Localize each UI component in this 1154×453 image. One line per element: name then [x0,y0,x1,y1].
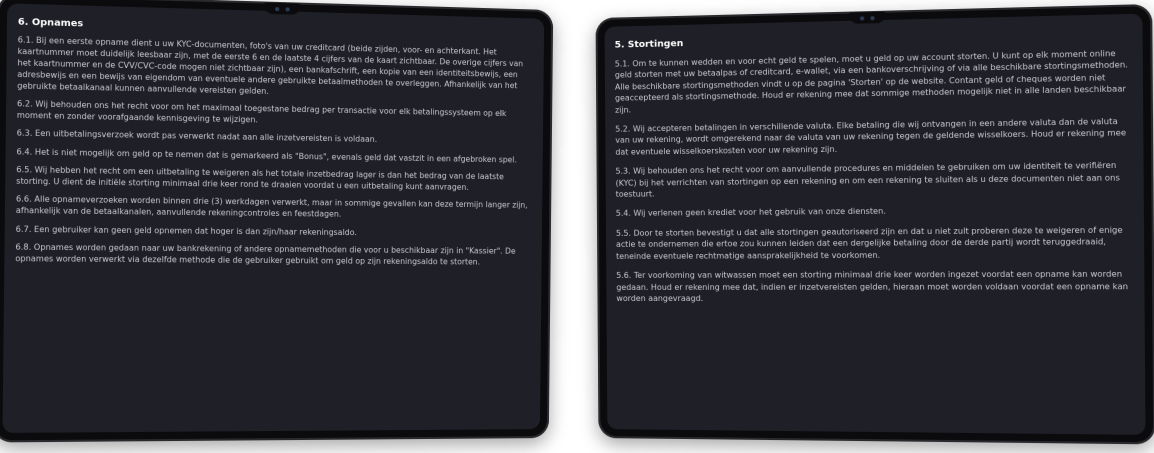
paragraph: 5.6. Ter voorkoming van witwassen moet een storting minimaal drie keer worden ingezet voordat een opname kan worden gedaan. Houd er rekening mee dat, indien er inzetvereisten gelden, hieraan moet worden voldaan voordat een opname kan worden aangevraagd. [616,269,1129,303]
withdrawals-screen [2,3,544,433]
paragraph: 5.1. Om te kunnen wedden en voor echt geld te spelen, moet u geld op uw account storten. U kunt op elk moment online geld storten met uw betaalpas of creditcard, e-wallet, via een bankoverschrijving of via alle beschikbare stortingsmethoden. Alle beschikbare stortingsmethoden vindt u op de pagina 'Storten' op de website. Contant geld of cheques worden niet geaccepteerd als stortingsmethode. Houd er rekening mee dat sommige methoden mogelijk niet in alle landen beschikbaar zijn. [614,48,1129,115]
tablet-left [0,0,553,442]
paragraph: 6.2. Wij behouden ons het recht voor om het maximaal toegestane bedrag per transactie voor elk betalingssysteem op elk moment en zonder voorafgaande kennisgeving te wijzigen. [16,98,507,125]
paragraph: 6.1. Bij een eerste opname dient u uw KYC-documenten, foto's van uw creditcard (beide zijden, voor- en achterkant. Het kaartnummer moet duidelijk leesbaar zijn, met de eerste 6 en de laatste 4 cijfers van de kaart zichtbaar. De overige cijfers van het kaartnummer en de CVV/CVC-code mogen niet zichtbaar zijn), een bankafschrift, een kopie van een identiteitsbewijs, een adresbewijs en een bewijs van eigendom van eventuele andere gebruikte betaalmethoden te overleggen. Afhankelijk van het gebruikte betaalkanaal kunnen aanvullende vereisten gelden. [17,35,524,96]
paragraph: 5.5. Door te storten bevestigt u dat alle stortingen geautoriseerd zijn en dat u niet zult proberen deze te weigeren of enige actie te ondernemen die ertoe zou kunnen leiden dat een dergelijke betaling door de derde partij wordt teruggedraaid, teneinde eventuele rechtmatige aansprakelijkheid te voorkomen. [615,225,1123,261]
camera-icon [264,3,300,15]
section-title-deposits: 5. Stortingen [614,37,684,51]
tablet-right [596,4,1154,444]
paragraph: 6.5. Wij hebben het recht om een uitbetaling te weigeren als het totale inzetbedrag lager is dan het bedrag van de laatste storting. U dient de initiële storting minimaal drie keer rond te draaien voordat u een uitbetaling kunt aanvragen. [16,165,504,192]
paragraph: 6.3. Een uitbetalingsverzoek wordt pas verwerkt nadat aan alle inzetvereisten is voldaan. [16,128,378,145]
paragraph: 5.2. Wij accepteren betalingen in verschillende valuta. Elke betaling die wij ontvangen in een andere valuta dan de valuta van uw rekening, wordt omgerekend naar de valuta van uw rekening tegen de geldende wisselkoers. Houd er rekening mee dat eventuele wisselkoerskosten voor uw rekening zijn. [615,116,1127,157]
paragraph: 6.4. Het is niet mogelijk om geld op te nemen dat is gemarkeerd als "Bonus", evenals geld dat vastzit in een afgebroken spel. [16,146,517,165]
paragraph: 5.4. Wij verlenen geen krediet voor het gebruik van onze diensten. [615,207,886,219]
paragraph: 6.8. Opnames worden gedaan naar uw bankrekening of andere opnamemethoden die voor u beschikbaar zijn in "Kassier". De opnames worden verwerkt via dezelfde methode die de gebruiker gebruikt om geld op zijn rekeningsaldo te storten. [15,242,516,267]
paragraph: 6.6. Alle opnameverzoeken worden binnen drie (3) werkdagen verwerkt, maar in sommige gevallen kan deze termijn langer zijn, afhankelijk van de betaalkanalen, aanvullende rekeningcontroles en feestdagen. [15,194,528,220]
camera-icon [850,12,886,24]
deposits-screen [605,14,1146,435]
paragraph: 5.3. Wij behouden ons het recht voor om aanvullende procedures en middelen te gebruiken om uw identiteit te verifiëren (KYC) bij het verrichten van stortingen op een rekening en om een rekening te sluiten als u deze documenten niet aan ons toestuurt. [615,160,1120,199]
section-title-withdrawals: 6. Opnames [17,17,84,30]
paragraph: 6.7. Een gebruiker kan geen geld opnemen dat hoger is dan zijn/haar rekeningsaldo. [15,224,357,237]
